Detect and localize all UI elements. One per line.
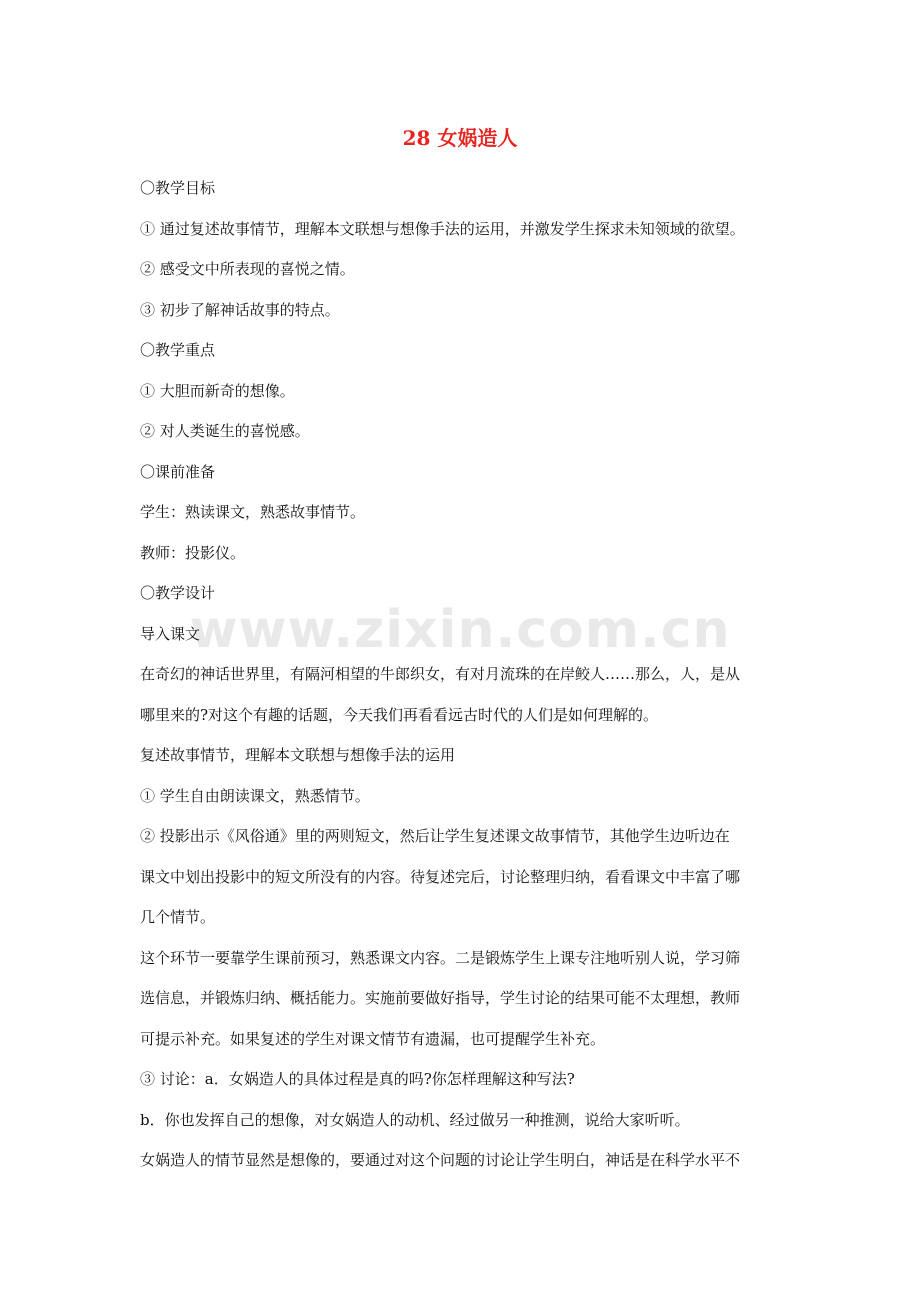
document-title: 28 女娲造人 <box>402 126 518 150</box>
paragraph-line: ② 感受文中所表现的喜悦之情。 <box>140 260 355 278</box>
paragraph-line: ② 投影出示《风俗通》里的两则短文，然后让学生复述课文故事情节，其他学生边听边在 <box>140 827 730 845</box>
paragraph-line: ① 大胆而新奇的想像。 <box>140 381 295 400</box>
paragraph-line: 在奇幻的神话世界里，有隔河相望的牛郎织女，有对月流珠的在岸鲛人……那么，人，是从 <box>140 665 741 683</box>
paragraph-line: 哪里来的?对这个有趣的话题，今天我们再看看远古时代的人们是如何理解的。 <box>140 705 659 724</box>
paragraph-line: ② 对人类诞生的喜悦感。 <box>140 422 310 440</box>
paragraph-line: ③ 初步了解神话故事的特点。 <box>140 300 340 319</box>
section-heading-key-points: 〇教学重点 <box>140 341 216 359</box>
watermark: www.zixin.com.cn <box>189 600 731 660</box>
section-heading-preparation: 〇课前准备 <box>140 462 216 481</box>
paragraph-line: 课文中划出投影中的短文所没有的内容。待复述完后，讨论整理归纳，看看课文中丰富了哪 <box>140 867 741 886</box>
paragraph-line: 可提示补充。如果复述的学生对课文情节有遗漏，也可提醒学生补充。 <box>140 1029 606 1048</box>
paragraph-line: 学生：熟读课文，熟悉故事情节。 <box>140 503 366 521</box>
paragraph-line: 选信息，并锻炼归纳、概括能力。实施前要做好指导，学生讨论的结果可能不太理想，教师 <box>140 989 741 1007</box>
subheading-intro: 导入课文 <box>140 624 201 643</box>
paragraph-line: ① 通过复述故事情节，理解本文联想与想像手法的运用，并激发学生探求未知领域的欲望。 <box>140 219 745 238</box>
paragraph-line: 这个环节一要靠学生课前预习，熟悉课文内容。二是锻炼学生上课专注地听别人说，学习筛 <box>140 948 741 967</box>
paragraph-line: 女娲造人的情节显然是想像的，要通过对这个问题的讨论让学生明白，神话是在科学水平不 <box>140 1151 741 1169</box>
section-heading-design: 〇教学设计 <box>140 584 216 602</box>
paragraph-line: 几个情节。 <box>140 908 216 926</box>
paragraph-line: ① 学生自由朗读课文，熟悉情节。 <box>140 786 370 805</box>
document-body <box>140 168 790 1181</box>
section-heading-objectives: 〇教学目标 <box>140 179 216 197</box>
paragraph-line: 教师：投影仪。 <box>140 543 246 562</box>
paragraph-line: b．你也发挥自己的想像，对女娲造人的动机、经过做另一种推测，说给大家听听。 <box>140 1110 690 1129</box>
subheading-retell: 复述故事情节，理解本文联想与想像手法的运用 <box>140 746 456 764</box>
paragraph-line: ③ 讨论：a．女娲造人的具体过程是真的吗?你怎样理解这种写法? <box>140 1070 575 1088</box>
